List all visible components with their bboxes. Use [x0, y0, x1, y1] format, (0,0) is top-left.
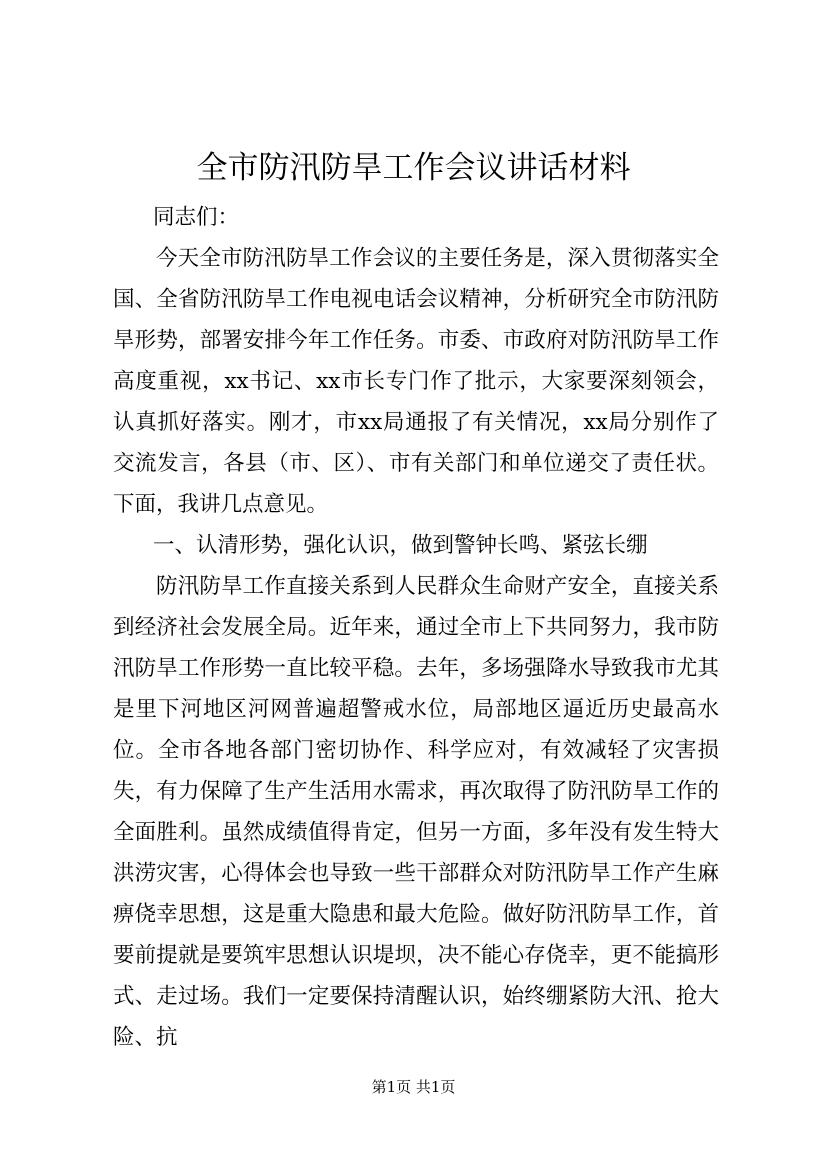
- section-heading-1: 一、认清形势，强化认识，做到警钟长鸣、紧弦长绷: [153, 533, 648, 558]
- document-body: [113, 197, 719, 1058]
- paragraph-opening: 今天全市防汛防旱工作会议的主要任务是，深入贯彻落实全国、全省防汛防旱工作电视电话会议精神，分析研究全市防汛防旱形势，部署安排今年工作任务。市委、市政府对防汛防旱工作高度重视，xx书记、xx市长专门作了批示，大家要深刻领会，认真抓好落实。刚才，市xx局通报了有关情况，xx局分别作了交流发言，各县（市、区）、市有关部门和单位递交了责任状。下面，我讲几点意见。: [113, 246, 719, 517]
- salutation: 同志们：: [153, 205, 240, 230]
- paragraph-situation: 防汛防旱工作直接关系到人民群众生命财产安全，直接关系到经济社会发展全局。近年来，通过全市上下共同努力，我市防汛防旱工作形势一直比较平稳。去年，多场强降水导致我市尤其是里下河地区河网普遍超警戒水位，局部地区逼近历史最高水位。全市各地各部门密切协作、科学应对，有效减轻了灾害损失，有力保障了生产生活用水需求，再次取得了防汛防旱工作的全面胜利。虽然成绩值得肯定，但另一方面，多年没有发生特大洪涝灾害，心得体会也导致一些干部群众对防汛防旱工作产生麻痹侥幸思想，这是重大隐患和最大危险。做好防汛防旱工作，首要前提就是要筑牢思想认识堤坝，决不能心存侥幸，更不能搞形式、走过场。我们一定要保持清醒认识，始终绷紧防大汛、抢大险、抗: [113, 574, 719, 1050]
- page-number-footer: 第1页 共1页: [371, 1078, 456, 1096]
- document-title: 全市防汛防旱工作会议讲话材料: [196, 150, 631, 186]
